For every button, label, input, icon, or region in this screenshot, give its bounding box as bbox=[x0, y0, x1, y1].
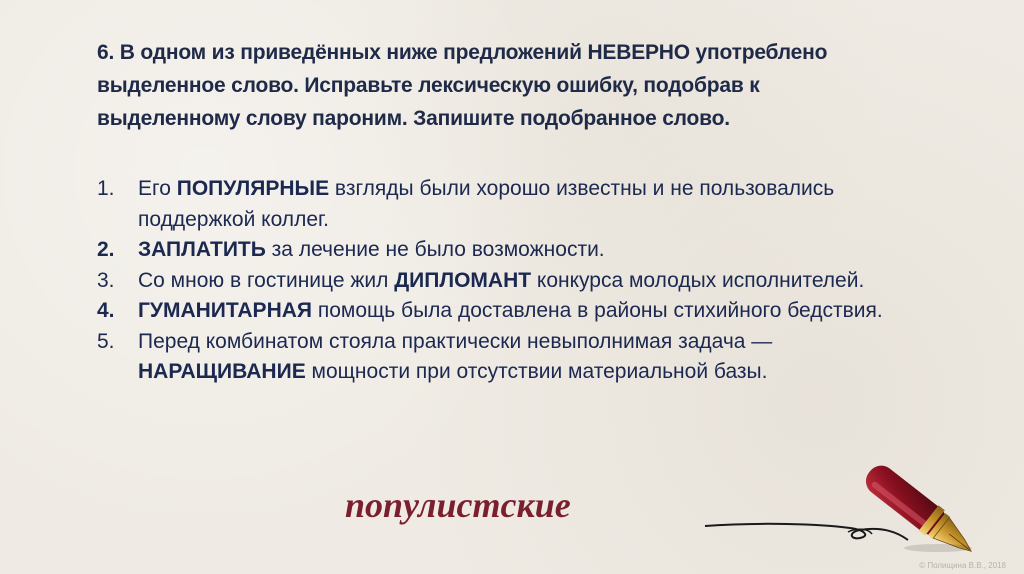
sentence-item-1 bbox=[97, 174, 897, 235]
item-number: 1. bbox=[97, 177, 115, 200]
sentence-item-4 bbox=[97, 296, 897, 327]
item-prefix: Со мною в гостинице жил bbox=[138, 268, 395, 292]
highlighted-word: ЗАПЛАТИТЬ bbox=[138, 238, 266, 261]
fountain-pen-icon bbox=[700, 440, 990, 560]
item-suffix: помощь была доставлена в районы стихийного бедствия. bbox=[312, 299, 883, 322]
sentence-item-5 bbox=[97, 327, 897, 388]
item-prefix: Его bbox=[138, 177, 177, 200]
sentence-list bbox=[97, 174, 897, 388]
sentence-item-3 bbox=[97, 266, 897, 297]
highlighted-word: НАРАЩИВАНИЕ bbox=[138, 360, 306, 383]
item-number: 5. bbox=[97, 329, 115, 353]
item-prefix: Перед комбинатом стояла практически невыполнимая задача — bbox=[138, 329, 773, 353]
highlighted-word: ГУМАНИТАРНАЯ bbox=[138, 299, 312, 322]
sentence-item-2 bbox=[97, 235, 897, 266]
item-number: 2. bbox=[97, 238, 115, 261]
highlighted-word: ДИПЛОМАНТ bbox=[394, 268, 532, 292]
task-statement: 6. В одном из приведённых ниже предложений НЕВЕРНО употреблено выделенное слово. Исправьте лексическую ошибку, подобрав к выделенному слову пароним. Запишите подобранное слово. bbox=[97, 41, 828, 130]
item-suffix: за лечение не было возможности. bbox=[265, 238, 605, 261]
copyright-note: © Полищина В.В., 2018 bbox=[919, 561, 1006, 570]
answer-word: популистские bbox=[345, 485, 571, 525]
item-suffix: мощности при отсутствии материальной базы. bbox=[305, 360, 768, 383]
item-suffix: взгляды были хорошо известны и не пользовались поддержкой коллег. bbox=[138, 177, 835, 231]
item-suffix: конкурса молодых исполнителей. bbox=[531, 268, 865, 292]
item-number: 3. bbox=[97, 268, 115, 292]
item-number: 4. bbox=[97, 299, 115, 322]
highlighted-word: ПОПУЛЯРНЫЕ bbox=[176, 177, 330, 200]
